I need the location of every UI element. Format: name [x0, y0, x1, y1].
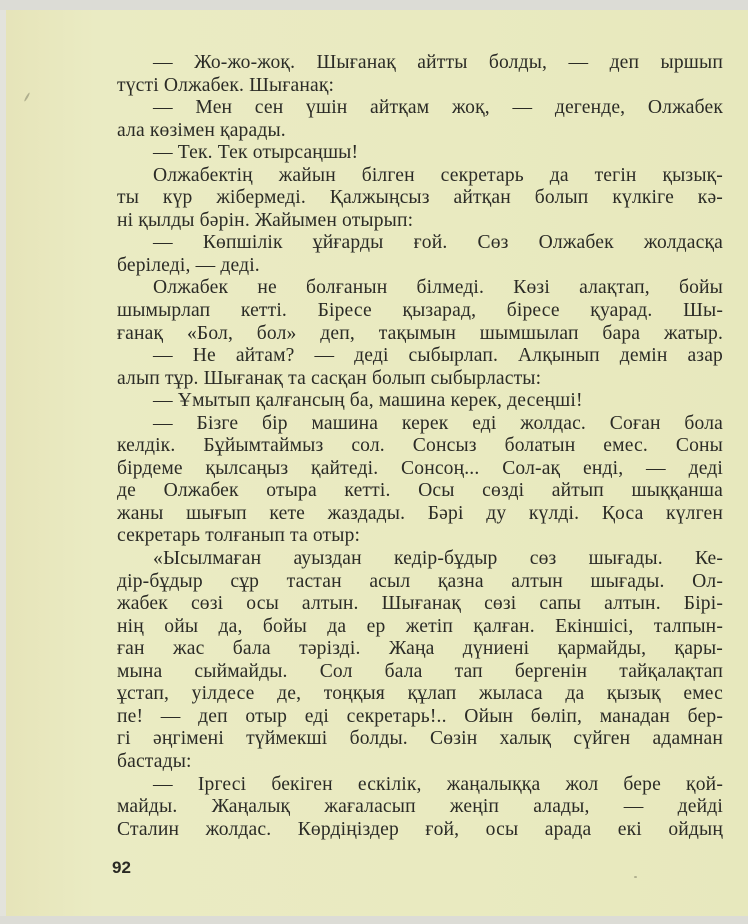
text-line: ғанақ «Бол, бол» деп, тақымын шымшылап бара жатыр. — [117, 322, 723, 344]
text-line: алып тұр. Шығанақ та сасқан болып сыбырласты: — [117, 367, 542, 389]
text-line: түсті Олжабек. Шығанақ: — [117, 74, 335, 96]
text-line: «Ысылмаған ауыздан кедір-бұдыр сөз шығады. Ке- — [153, 548, 723, 570]
text-line: Олжабек не болғанын білмеді. Көзі алақтап, бойы — [153, 277, 723, 299]
page-number: 92 — [112, 858, 131, 877]
text-line: — Мен сен үшін айтқам жоқ, — дегенде, Олжабек — [153, 97, 723, 119]
text-line: — Көпшілік ұйғарды ғой. Сөз Олжабек жолдасқа — [153, 232, 723, 254]
text-line: — Іргесі бекіген ескілік, жаңалыққа жол бере қой- — [153, 773, 723, 795]
text-line: — Не айтам? — деді сыбырлап. Алқынып демін азар — [153, 345, 723, 367]
text-line: мына сыймайды. Сол бала тап бергенін тайқалақтап — [117, 660, 723, 682]
text-line: ұстап, уілдесе де, тоңқыя құлап жыласа да қызық емес — [117, 683, 723, 705]
text-line: ты күр жібермеді. Қалжыңсыз айтқан болып күлкіге кә- — [117, 187, 723, 209]
page-body-text — [117, 52, 723, 841]
text-line: шымырлап кетті. Біресе қызарад, біресе қуарад. Шы- — [117, 300, 723, 322]
text-line: Сталин жолдас. Көрдіңіздер ғой, осы арада екі ойдың — [117, 818, 723, 840]
text-line: жабек сөзі осы алтын. Шығанақ сөзі сапы алтын. Бірі- — [117, 593, 723, 615]
text-line: нің ойы да, бойы да ер жетіп қалған. Екіншісі, талпын- — [117, 615, 723, 637]
text-line: ала көзімен қарады. — [117, 119, 286, 141]
text-line: жаны шығып кете жаздады. Бәрі ду күлді. Қоса күлген — [117, 502, 723, 524]
text-line: секретарь толғанып та отыр: — [117, 525, 361, 547]
text-line: — Жо-жо-жоқ. Шығанақ айтты болды, — деп ыршып — [153, 52, 723, 73]
text-line: — Тек. Тек отырсаңшы! — [153, 142, 359, 164]
paper-speck — [634, 876, 637, 878]
text-line: ні қылды бәрін. Жайымен отырып: — [117, 209, 414, 231]
text-line: — Бізге бір машина керек еді жолдас. Соған бола — [153, 412, 723, 434]
text-line: майды. Жаңалық жағаласып жеңіп алады, — дейді — [117, 796, 723, 818]
paper-speck — [24, 92, 31, 102]
text-line: бірдеме қылсаңыз қайтеді. Сонсоң... Сол-ақ енді, — деді — [117, 457, 723, 479]
text-line: бастады: — [117, 750, 192, 772]
text-line: пе! — деп отыр еді секретарь!.. Ойын бөліп, манадан бер- — [117, 705, 723, 727]
text-line: келдік. Бұйымтаймыз сол. Сонсыз болатын емес. Соны — [117, 435, 723, 457]
text-line: Олжабектің жайын білген секретарь да тегін қызық- — [153, 164, 723, 186]
text-line: гі әңгімені түймекші болды. Сөзін халық сүйген адамнан — [117, 728, 723, 750]
text-line: ған жас бала тәрізді. Жаңа дүниені қармайды, қары- — [117, 638, 723, 660]
text-line: беріледі, — деді. — [117, 254, 260, 276]
text-line: — Ұмытып қалғансың ба, машина керек, десеңші! — [153, 390, 583, 412]
text-line: дір-бұдыр сұр тастан асыл қазна алтын шығады. Ол- — [117, 570, 723, 592]
text-line: де Олжабек отыра кетті. Осы сөзді айтып шыққанша — [117, 480, 723, 502]
